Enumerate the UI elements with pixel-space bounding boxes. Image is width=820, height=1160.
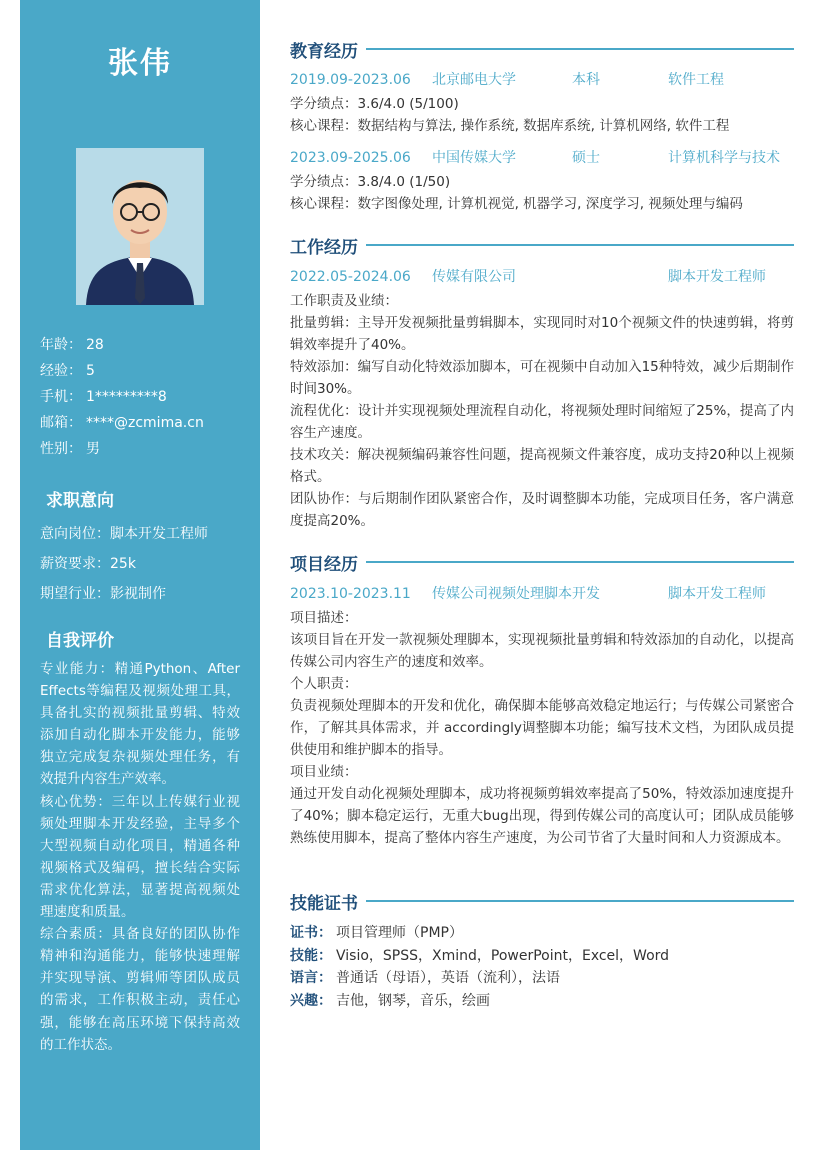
self-eval-item: 专业能力：精通Python、After Effects等编程及视频处理工具，具备扎实的视频批量剪辑、特效添加自动化脚本开发能力，能够独立完成复杂视频处理任务，有效提升内容生产效率。 <box>40 661 240 788</box>
intent-salary: 薪资要求：25k <box>40 556 136 572</box>
work-company: 传媒有限公司 <box>432 269 516 285</box>
edu-major: 计算机科学与技术 <box>668 150 780 166</box>
education-entry-1-body <box>290 93 794 137</box>
basic-age: 年龄： 28 <box>40 337 104 353</box>
edu-degree: 硕士 <box>572 150 600 166</box>
project-role: 脚本开发工程师 <box>668 586 766 602</box>
edu-courses: 核心课程：数据结构与算法, 操作系统, 数据库系统, 计算机网络, 软件工程 <box>290 118 730 134</box>
edu-school: 北京邮电大学 <box>432 72 516 88</box>
work-line: 特效添加：编写自动化特效添加脚本，可在视频中自动加入15种特效，减少后期制作时间30%。 <box>290 359 794 397</box>
work-entry-head <box>290 267 794 287</box>
skill-languages: 语言： 普通话（母语），英语（流利），法语 <box>290 970 560 986</box>
project-name: 传媒公司视频处理脚本开发 <box>432 586 600 602</box>
work-entry-body <box>290 290 794 532</box>
work-line: 流程优化：设计并实现视频处理流程自动化，将视频处理时间缩短了25%，提高了内容生产速度。 <box>290 403 794 441</box>
project-date: 2023.10-2023.11 <box>290 586 411 602</box>
divider <box>366 244 794 246</box>
education-entry-1-head <box>290 70 794 90</box>
avatar-photo <box>76 148 204 305</box>
project-entry-head <box>290 584 794 604</box>
skills-section-title: 技能证书 <box>290 888 794 914</box>
self-eval-item: 核心优势：三年以上传媒行业视频处理脚本开发经验，主导多个大型视频自动化项目，精通各种视频格式及编码，擅长结合实际需求优化算法，显著提高视频处理速度和质量。 <box>40 793 240 921</box>
edu-gpa: 学分绩点：3.8/4.0 (1/50) <box>290 174 451 190</box>
work-role: 脚本开发工程师 <box>668 269 766 285</box>
work-date: 2022.05-2024.06 <box>290 269 411 285</box>
education-entry-2-body <box>290 171 794 215</box>
job-intent <box>40 523 208 613</box>
avatar-icon <box>76 148 204 305</box>
skills-list <box>290 922 794 1012</box>
self-eval-title: 自我评价 <box>46 631 114 651</box>
divider <box>366 900 794 902</box>
project-line: 项目业绩： <box>290 764 358 780</box>
project-section-title: 项目经历 <box>290 549 794 575</box>
work-line: 批量剪辑：主导开发视频批量剪辑脚本，实现同时对10个视频文件的快速剪辑，将剪辑效率提升了40%。 <box>290 315 794 353</box>
education-entry-2-head <box>290 148 794 168</box>
divider <box>366 561 794 563</box>
skill-certificate: 证书： 项目管理师（PMP） <box>290 925 463 941</box>
edu-courses: 核心课程：数字图像处理, 计算机视觉, 机器学习, 深度学习, 视频处理与编码 <box>290 196 743 212</box>
basic-phone: 手机： 1*********8 <box>40 389 167 405</box>
intent-title: 求职意向 <box>46 491 114 511</box>
work-line: 团队协作：与后期制作团队紧密合作，及时调整脚本功能，完成项目任务，客户满意度提高20%。 <box>290 491 794 529</box>
intent-industry: 期望行业：影视制作 <box>40 586 166 602</box>
self-eval-item: 综合素质：具备良好的团队协作精神和沟通能力，能够快速理解并实现导演、剪辑师等团队成员的需求，工作积极主动，责任心强，能够在高压环境下保持高效的工作状态。 <box>40 926 240 1053</box>
project-line: 个人职责： <box>290 676 358 692</box>
project-entry-body <box>290 607 794 849</box>
edu-school: 中国传媒大学 <box>432 150 516 166</box>
candidate-name: 张伟 <box>108 46 172 81</box>
self-evaluation <box>40 658 240 1056</box>
work-line: 技术攻关：解决视频编码兼容性问题，提高视频文件兼容度，成功支持20种以上视频格式。 <box>290 447 794 485</box>
sidebar <box>20 0 260 1150</box>
work-line: 工作职责及业绩： <box>290 293 398 309</box>
edu-degree: 本科 <box>572 72 600 88</box>
divider <box>366 48 794 50</box>
basic-gender: 性别： 男 <box>40 441 100 457</box>
skill-tools: 技能： Visio，SPSS，Xmind，PowerPoint，Excel，Word <box>290 947 670 964</box>
project-line: 通过开发自动化视频处理脚本，成功将视频剪辑效率提高了50%，特效添加速度提升了40%；脚本稳定运行，无重大bug出现，得到传媒公司的高度认可；团队成员能够熟练使用脚本，提高了整体内容生产速度，为公司节省了大量时间和人力资源成本。 <box>290 786 794 846</box>
work-section-title: 工作经历 <box>290 232 794 258</box>
project-line: 该项目旨在开发一款视频处理脚本，实现视频批量剪辑和特效添加的自动化，以提高传媒公司内容生产的速度和效率。 <box>290 632 794 670</box>
edu-date: 2019.09-2023.06 <box>290 72 411 88</box>
skill-hobbies: 兴趣： 吉他，钢琴，音乐，绘画 <box>290 992 490 1009</box>
basic-experience: 经验： 5 <box>40 363 95 379</box>
edu-gpa: 学分绩点：3.6/4.0 (5/100) <box>290 96 459 112</box>
edu-major: 软件工程 <box>668 72 724 88</box>
education-section-title: 教育经历 <box>290 36 794 62</box>
project-line: 项目描述： <box>290 610 358 626</box>
intent-position: 意向岗位：脚本开发工程师 <box>40 526 208 542</box>
basic-email: 邮箱： ****@zcmima.cn <box>40 415 204 431</box>
project-line: 负责视频处理脚本的开发和优化，确保脚本能够高效稳定地运行；与传媒公司紧密合作，了解其具体需求，并 accordingly调整脚本功能；编写技术文档，为团队成员提供使用和维护脚本的指导。 <box>290 698 794 758</box>
edu-date: 2023.09-2025.06 <box>290 150 411 166</box>
basic-info <box>40 334 204 464</box>
